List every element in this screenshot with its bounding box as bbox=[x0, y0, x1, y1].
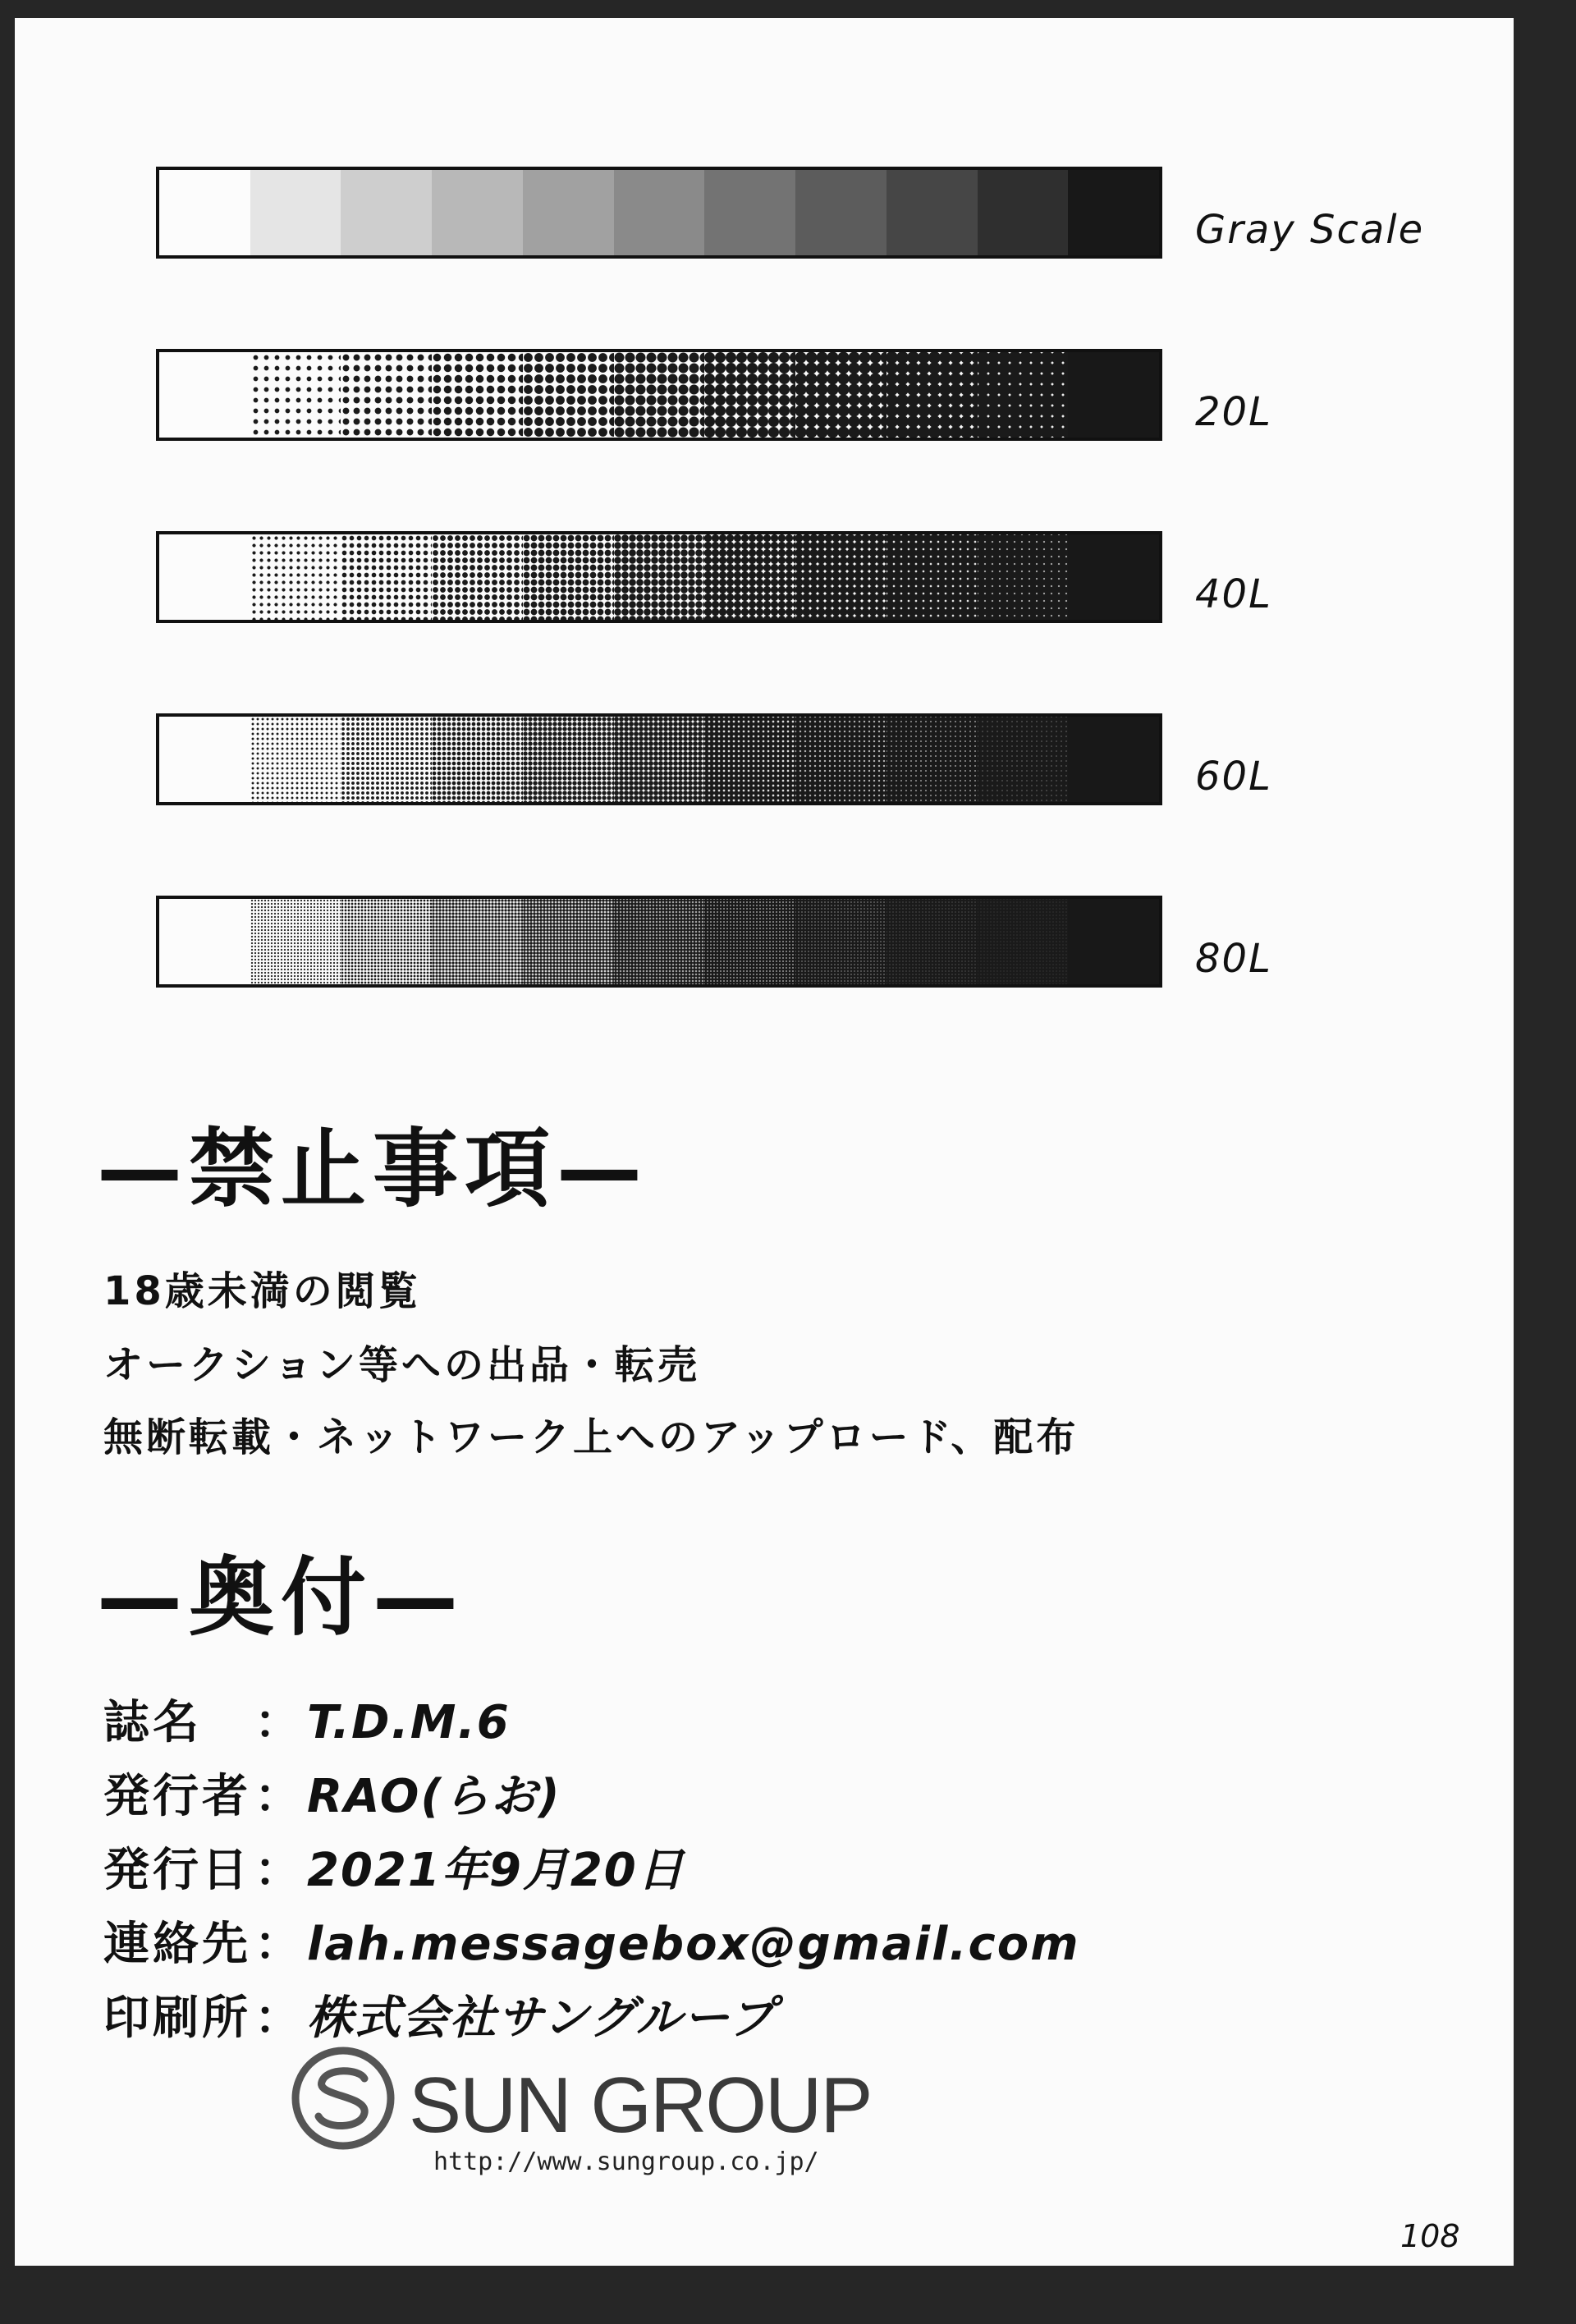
tone-step bbox=[704, 899, 795, 984]
tone-step bbox=[159, 352, 250, 438]
colophon-value: T.D.M.6 bbox=[307, 1696, 511, 1749]
colophon-separator: ： bbox=[254, 1770, 300, 1823]
tone-step bbox=[432, 352, 523, 438]
tone-step bbox=[614, 717, 705, 802]
tone-20l-strip bbox=[156, 349, 1162, 441]
colophon-row-publisher bbox=[103, 1760, 561, 1823]
tone-step bbox=[614, 534, 705, 620]
page-number: 108 bbox=[1400, 2218, 1460, 2254]
tone-step bbox=[523, 717, 614, 802]
tone-40l-strip bbox=[156, 531, 1162, 623]
prohibited-item: 18歳未満の閲覧 bbox=[103, 1268, 421, 1314]
tone-step bbox=[614, 899, 705, 984]
colophon-label: 発行者 bbox=[103, 1770, 251, 1823]
tone-step bbox=[432, 170, 523, 255]
colophon-label: 発行日 bbox=[103, 1844, 251, 1897]
tone-40l-label: 40L bbox=[1195, 571, 1272, 617]
tone-step bbox=[250, 352, 341, 438]
colophon-label: 印刷所 bbox=[103, 1992, 251, 2045]
tone-step bbox=[978, 352, 1069, 438]
sun-group-logo-icon bbox=[289, 2044, 397, 2152]
tone-step bbox=[886, 717, 978, 802]
tone-step bbox=[886, 352, 978, 438]
tone-step bbox=[886, 170, 978, 255]
tone-step bbox=[341, 352, 432, 438]
tone-step bbox=[614, 170, 705, 255]
colophon-label: 連絡先 bbox=[103, 1918, 251, 1971]
tone-step bbox=[250, 170, 341, 255]
gray-scale-strip bbox=[156, 167, 1162, 259]
tone-step bbox=[341, 170, 432, 255]
tone-step bbox=[523, 352, 614, 438]
tone-step bbox=[978, 717, 1069, 802]
tone-step bbox=[886, 899, 978, 984]
colophon-separator: ： bbox=[254, 1844, 300, 1897]
tone-step bbox=[795, 717, 886, 802]
tone-80l-label: 80L bbox=[1195, 936, 1272, 982]
tone-step bbox=[523, 170, 614, 255]
colophon-row-printer bbox=[103, 1982, 777, 2045]
tone-step bbox=[978, 899, 1069, 984]
prohibited-item: 無断転載・ネットワーク上へのアップロード、配布 bbox=[103, 1414, 1079, 1460]
colophon-row-date bbox=[103, 1834, 685, 1897]
colophon-value: lah.messagebox@gmail.com bbox=[307, 1918, 1080, 1971]
tone-step bbox=[159, 717, 250, 802]
tone-step bbox=[978, 534, 1069, 620]
tone-step bbox=[978, 170, 1069, 255]
tone-step bbox=[886, 534, 978, 620]
tone-60l-label: 60L bbox=[1195, 754, 1272, 800]
tone-step bbox=[795, 170, 886, 255]
colophon-heading: —奥付— bbox=[97, 1547, 465, 1648]
tone-step bbox=[250, 534, 341, 620]
colophon-separator: ： bbox=[254, 1992, 300, 2045]
tone-step bbox=[523, 899, 614, 984]
tone-step bbox=[341, 534, 432, 620]
colophon-separator: ： bbox=[254, 1696, 300, 1749]
tone-step bbox=[432, 534, 523, 620]
tone-step bbox=[704, 534, 795, 620]
tone-step bbox=[1068, 170, 1159, 255]
printer-logo-url: http://www.sungroup.co.jp/ bbox=[433, 2148, 819, 2176]
colophon-label: 誌名 bbox=[103, 1696, 202, 1749]
tone-step bbox=[341, 899, 432, 984]
colophon-value: 2021年9月20日 bbox=[307, 1844, 685, 1897]
tone-step bbox=[1068, 717, 1159, 802]
tone-step bbox=[614, 352, 705, 438]
tone-20l-label: 20L bbox=[1195, 389, 1272, 435]
tone-step bbox=[250, 717, 341, 802]
tone-step bbox=[795, 534, 886, 620]
colophon-value: RAO(らお) bbox=[307, 1770, 561, 1823]
colophon-value: 株式会社サングループ bbox=[307, 1992, 777, 2045]
tone-step bbox=[341, 717, 432, 802]
tone-step bbox=[432, 899, 523, 984]
tone-step bbox=[159, 534, 250, 620]
tone-step bbox=[1068, 899, 1159, 984]
tone-step bbox=[523, 534, 614, 620]
colophon-row-contact bbox=[103, 1908, 1080, 1971]
tone-step bbox=[159, 899, 250, 984]
tone-step bbox=[704, 170, 795, 255]
colophon-separator: ： bbox=[254, 1918, 300, 1971]
tone-80l-strip bbox=[156, 896, 1162, 988]
tone-step bbox=[250, 899, 341, 984]
prohibited-item: オークション等への出品・転売 bbox=[103, 1342, 701, 1388]
tone-step bbox=[432, 717, 523, 802]
colophon-row-title bbox=[103, 1686, 511, 1749]
tone-step bbox=[795, 352, 886, 438]
tone-step bbox=[704, 352, 795, 438]
tone-step bbox=[795, 899, 886, 984]
tone-step bbox=[704, 717, 795, 802]
tone-60l-strip bbox=[156, 713, 1162, 805]
prohibited-heading: —禁止事項— bbox=[97, 1119, 649, 1219]
tone-step bbox=[1068, 534, 1159, 620]
gray-scale-label: Gray Scale bbox=[1195, 207, 1425, 253]
tone-step bbox=[1068, 352, 1159, 438]
tone-step bbox=[159, 170, 250, 255]
colophon-page bbox=[15, 18, 1514, 2266]
printer-logo-name: SUN GROUP bbox=[409, 2061, 872, 2149]
